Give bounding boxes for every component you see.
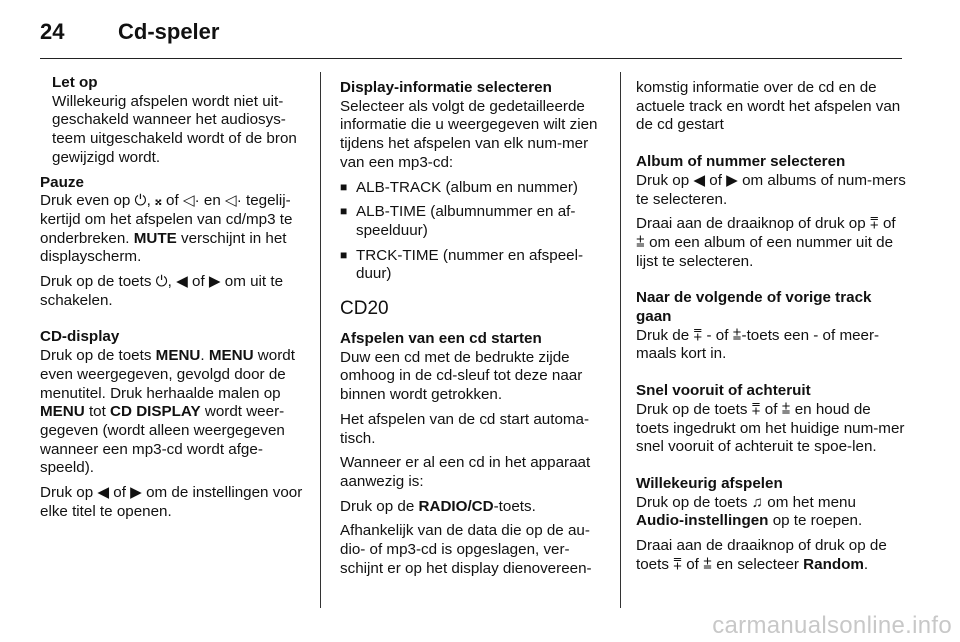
radio-text-a: Druk op de <box>340 497 419 515</box>
random-text-d: Draai aan de draaiknop of druk op de toets ⩱ of ⩲ en selecteer <box>636 537 887 573</box>
note-text: Willekeurig afspelen wordt niet uit-geschakeld wanneer het audiosys-teem uitgeschakeld wordt of de bron gewijzigd wordt. <box>52 92 297 166</box>
random-text-a: Druk op de toets ♫ om het menu <box>636 493 856 511</box>
note-box <box>40 74 306 168</box>
select-text: Selecteer als volgt de gedetailleerde informatie die u weergegeven wilt zien tijdens het afspelen van elk num-mer van een mp3-cd: <box>340 97 598 171</box>
random-label: Random <box>803 555 864 573</box>
continuation-text: komstig informatie over de cd en de actuele track en wordt het afspelen van de cd gestart <box>636 79 901 134</box>
cd-text-d: tot <box>84 403 111 421</box>
list-item: ■ TRCK-TIME (nummer en afspeel-duur) <box>340 247 608 284</box>
cd-text-b: . <box>200 347 209 365</box>
menu-label-1: MENU <box>155 347 201 365</box>
column-divider-1 <box>320 72 321 608</box>
column-divider-2 <box>620 72 621 608</box>
next-track-text: Druk de ⩱ - of ⩲-toets een - of meer-maals kort in. <box>636 326 880 363</box>
pause-heading: Pauze <box>40 173 84 191</box>
album-text-2: Draai aan de draaiknop of druk op ⩱ of ⩲ om een album of een nummer uit de lijst te selecteren. <box>636 215 896 270</box>
start-heading: Afspelen van een cd starten <box>340 330 542 348</box>
column-2 <box>340 79 608 584</box>
random-text-1 <box>636 494 906 531</box>
cd20-heading: CD20 <box>340 298 389 320</box>
fast-forward-heading: Snel vooruit of achteruit <box>636 382 811 400</box>
next-track-heading: Naar de volgende of vorige track gaan <box>636 289 872 326</box>
start-text-2: Het afspelen van de cd start automa-tisch. <box>340 410 590 447</box>
cd-text-a: Druk op de toets <box>40 347 156 365</box>
random-heading: Willekeurig afspelen <box>636 474 783 492</box>
fast-forward-text: Druk op de toets ⩱ of ⩲ en houd de toets ingedrukt om het huidige num-mer snel vooruit of achteruit te spoe-len. <box>636 400 905 456</box>
column-1 <box>40 74 306 527</box>
pause-text-2: Druk op de toets ⏻, ◀ of ▶ om uit te schakelen. <box>40 273 284 309</box>
radio-cd-label: RADIO/CD <box>418 497 494 515</box>
note-title: Let op <box>52 74 98 91</box>
random-text-2 <box>636 537 906 574</box>
select-heading: Display-informatie selecteren <box>340 79 552 96</box>
watermark: carmanualsonline.info <box>712 612 952 639</box>
album-text-1: Druk op ◀ of ▶ om albums of num-mers te selecteren. <box>636 171 906 208</box>
list-item: ■ ALB-TRACK (album en nummer) <box>340 179 608 198</box>
cd-display-label: CD DISPLAY <box>110 403 201 421</box>
column-3 <box>636 79 906 580</box>
cd-display-text <box>40 347 306 478</box>
display-options-list <box>340 179 608 285</box>
cd-text-e: wordt weer-gegeven (wordt alleen weergegeven wanneer een mp3-cd wordt afge-speeld). <box>40 403 285 477</box>
cd-text-c: wordt even weergegeven, gevolgd door de menutitel. Druk herhaalde malen op <box>40 347 295 402</box>
mute-label: MUTE <box>133 229 177 247</box>
start-text-1: Duw een cd met de bedrukte zijde omhoog in de cd-sleuf tot deze naar binnen wordt getrokken. <box>340 348 583 404</box>
random-text-f: . <box>863 555 869 573</box>
page-title: Cd-speler <box>118 19 220 44</box>
header-rule <box>40 58 902 59</box>
menu-label-2: MENU <box>208 347 254 365</box>
cd-display-text-2: Druk op ◀ of ▶ om de instellingen voor elke titel te openen. <box>40 484 303 520</box>
start-text-4: Afhankelijk van de data die op de au-dio- of mp3-cd is opgeslagen, ver-schijnt er op het display dienovereen- <box>340 522 592 577</box>
pause-text <box>40 192 306 267</box>
cd-display-heading: CD-display <box>40 328 120 346</box>
radio-text-c: -toets. <box>493 497 536 515</box>
radio-cd-text <box>340 498 608 517</box>
page-number: 24 <box>40 19 65 44</box>
album-heading: Album of nummer selecteren <box>636 153 846 171</box>
pause-text-b: verschijnt in het displayscherm. <box>40 229 287 266</box>
pause-text-a: Druk even op ⏻, 𝄪 of ◁· en ◁· tegelij-kertijd om het afspelen van cd/mp3 te onderbreken. <box>40 192 293 247</box>
start-text-3: Wanneer er al een cd in het apparaat aanwezig is: <box>340 454 591 490</box>
audio-settings-label: Audio-instellingen <box>636 512 769 530</box>
random-text-c: op te roepen. <box>768 512 863 530</box>
page-header <box>40 14 219 50</box>
menu-label-3: MENU <box>40 403 85 421</box>
list-item: ■ ALB-TIME (albumnummer en af-speelduur) <box>340 203 608 240</box>
